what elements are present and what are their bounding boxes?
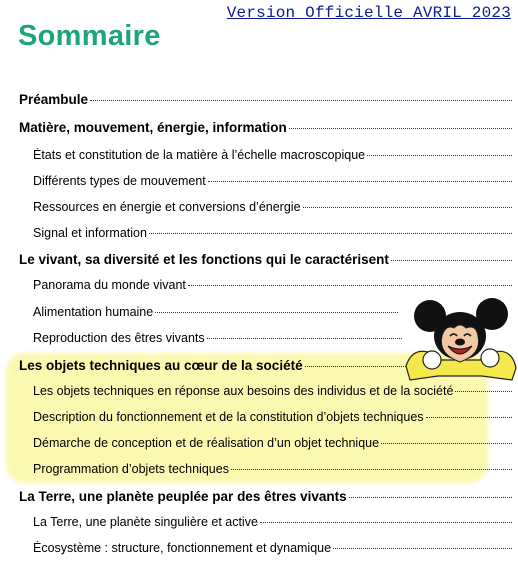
dot-leader: [260, 522, 512, 523]
toc-entry-label: Préambule: [19, 92, 89, 107]
toc-subentry-label: États et constitution de la matière à l’échelle macroscopique: [33, 148, 366, 162]
toc-entry[interactable]: [19, 92, 512, 107]
toc-entry[interactable]: [19, 358, 406, 373]
dot-leader: [289, 128, 512, 129]
toc-subentry-label: Les objets techniques en réponse aux besoins des individus et de la société: [33, 384, 454, 398]
toc-entry-label: Le vivant, sa diversité et les fonctions qui le caractérisent: [19, 252, 389, 267]
toc-subentry[interactable]: [33, 148, 512, 162]
version-label: Version Officielle AVRIL 2023: [226, 4, 511, 22]
dot-leader: [426, 417, 512, 418]
dot-leader: [333, 548, 512, 549]
toc-subentry-label: Reproduction des êtres vivants: [33, 331, 205, 345]
toc-entry[interactable]: [19, 252, 512, 267]
dot-leader: [208, 181, 512, 182]
toc-subentry-label: Signal et information: [33, 226, 147, 240]
toc-subentry[interactable]: [33, 436, 512, 450]
dot-leader: [391, 260, 512, 261]
toc-subentry[interactable]: [33, 278, 512, 292]
toc-entry-label: Matière, mouvement, énergie, information: [19, 120, 287, 135]
page-title: Sommaire: [18, 20, 161, 52]
toc-subentry[interactable]: [33, 410, 512, 424]
toc-entry[interactable]: [19, 489, 512, 504]
toc-subentry-label: Différents types de mouvement: [33, 174, 206, 188]
toc-subentry[interactable]: [33, 331, 402, 345]
dot-leader: [367, 155, 512, 156]
dot-leader: [349, 497, 512, 498]
dot-leader: [149, 233, 512, 234]
toc-subentry-label: Panorama du monde vivant: [33, 278, 186, 292]
toc-subentry[interactable]: [33, 305, 398, 319]
toc-subentry-label: Programmation d’objets techniques: [33, 462, 229, 476]
toc-entry-label: La Terre, une planète peuplée par des êtres vivants: [19, 489, 347, 504]
toc-subentry-label: Alimentation humaine: [33, 305, 154, 319]
toc-subentry-label: Description du fonctionnement et de la constitution d’objets techniques: [33, 410, 424, 424]
dot-leader: [155, 312, 398, 313]
dot-leader: [305, 366, 406, 367]
dot-leader: [188, 285, 512, 286]
cartoon-mouse-laughing-icon: [402, 296, 518, 384]
dot-leader: [90, 100, 512, 101]
toc-subentry[interactable]: [33, 515, 512, 529]
dot-leader: [207, 338, 402, 339]
dot-leader: [303, 207, 512, 208]
toc-subentry[interactable]: [33, 174, 512, 188]
toc-subentry[interactable]: [33, 541, 512, 555]
dot-leader: [455, 391, 512, 392]
toc-subentry-label: La Terre, une planète singulière et active: [33, 515, 258, 529]
toc-entry-label: Les objets techniques au cœur de la société: [19, 358, 303, 373]
toc-subentry[interactable]: [33, 384, 512, 398]
toc-entry[interactable]: [19, 120, 512, 135]
dot-leader: [231, 469, 512, 470]
toc-subentry-label: Démarche de conception et de réalisation d’un objet technique: [33, 436, 380, 450]
toc-subentry[interactable]: [33, 200, 512, 214]
toc-subentry-label: Ressources en énergie et conversions d’énergie: [33, 200, 301, 214]
toc-subentry[interactable]: [33, 226, 512, 240]
toc-subentry[interactable]: [33, 462, 512, 476]
toc-subentry-label: Écosystème : structure, fonctionnement et dynamique: [33, 541, 332, 555]
dot-leader: [381, 443, 512, 444]
